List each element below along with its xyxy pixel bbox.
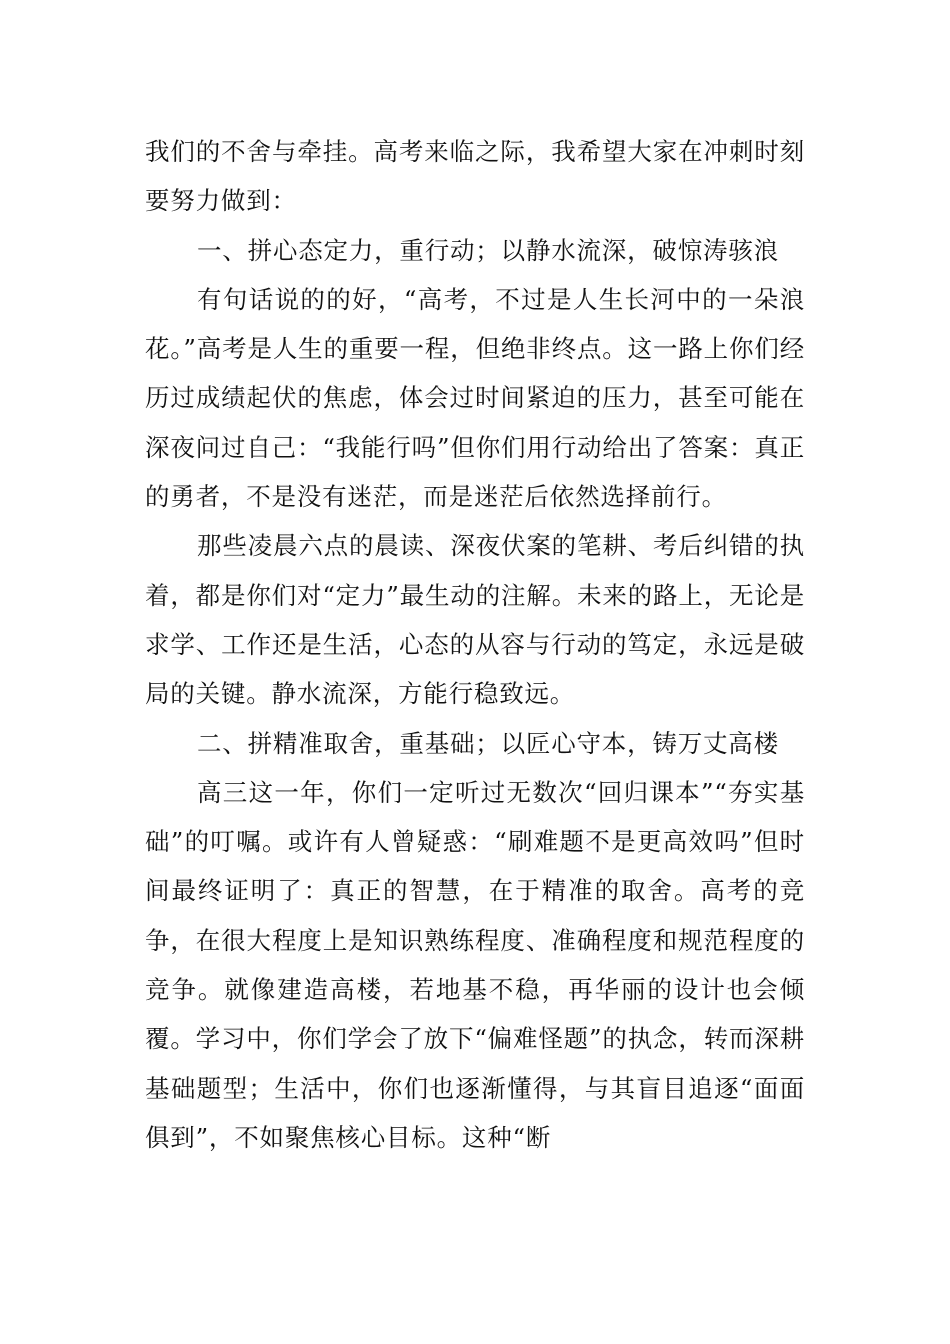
paragraph-continuation: 我们的不舍与牵挂。高考来临之际，我希望大家在冲刺时刻要努力做到：: [145, 137, 805, 216]
section-heading-1: 一、拼心态定力，重行动；以静水流深，破惊涛骇浪: [197, 235, 779, 265]
section-heading-2: 二、拼精准取舍，重基础；以匠心守本，铸万丈高楼: [197, 728, 779, 758]
paragraph: 高三这一年，你们一定听过无数次“回归课本”“夯实基础”的叮嘱。或许有人曾疑惑：“刷难题不是更高效吗”但时间最终证明了：真正的智慧，在于精准的取舍。高考的竞争，在很大程度上是知识熟练程度、准确程度和规范程度的竞争。就像建造高楼，若地基不稳，再华丽的设计也会倾覆。学习中，你们学会了放下“偏难怪题”的执念，转而深耕基础题型；生活中，你们也逐渐懂得，与其盲目追逐“面面俱到”，不如聚焦核心目标。这种“断: [145, 777, 805, 1152]
document-body: [145, 127, 805, 1162]
paragraph: 那些凌晨六点的晨读、深夜伏案的笔耕、考后纠错的执着，都是你们对“定力”最生动的注解。未来的路上，无论是求学、工作还是生活，心态的从容与行动的笃定，永远是破局的关键。静水流深，方能行稳致远。: [145, 531, 805, 709]
paragraph: 有句话说的的好，“高考，不过是人生长河中的一朵浪花。”高考是人生的重要一程，但绝非终点。这一路上你们经历过成绩起伏的焦虑，体会过时间紧迫的压力，甚至可能在深夜问过自己：“我能行吗”但你们用行动给出了答案：真正的勇者，不是没有迷茫，而是迷茫后依然选择前行。: [145, 284, 805, 512]
